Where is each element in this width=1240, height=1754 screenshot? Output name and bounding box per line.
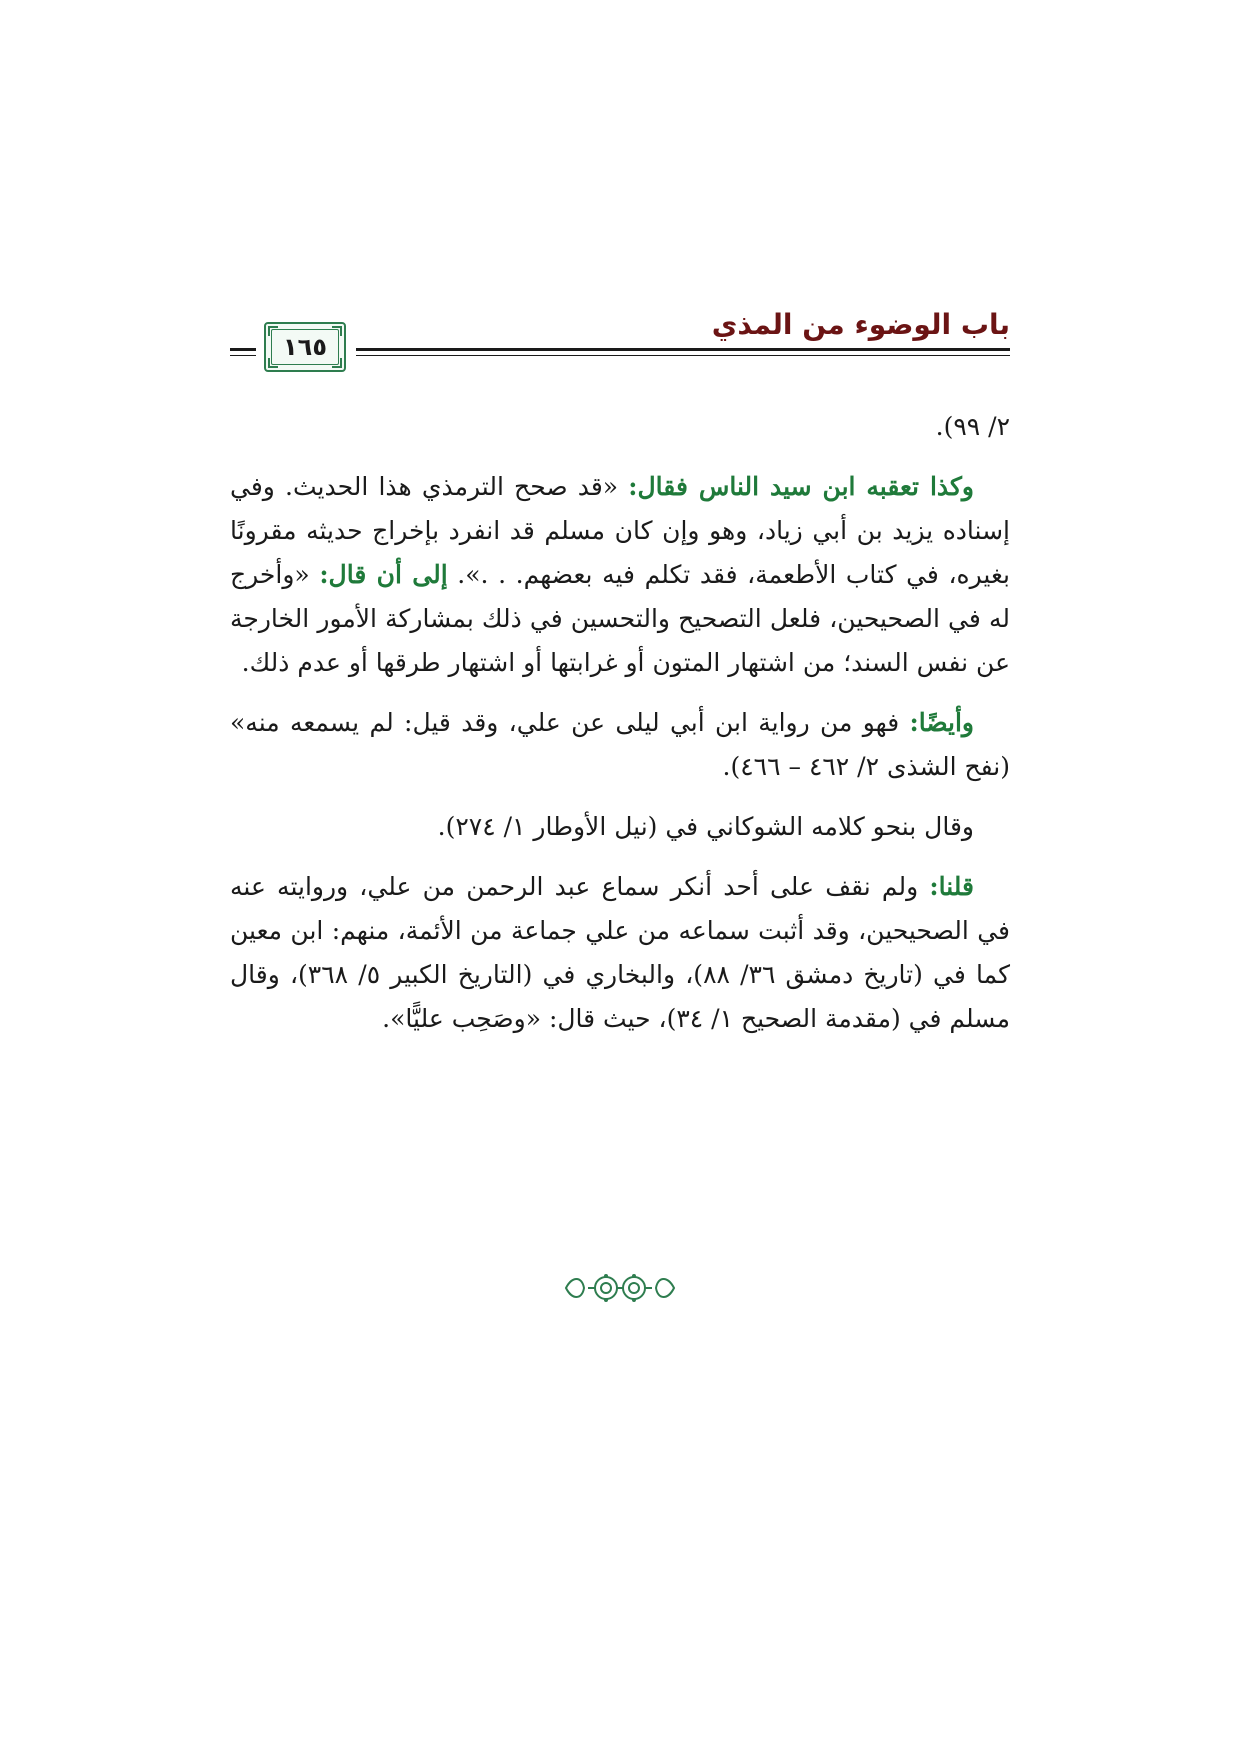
floral-ornament-icon [560, 1268, 680, 1308]
paragraph-also [230, 701, 1010, 789]
page-body [230, 405, 1010, 1057]
mid-phrase: إلى أن قال: [319, 560, 448, 589]
header-rule-left-thick [230, 348, 256, 351]
paragraph-we-said [230, 865, 1010, 1041]
paragraph-shawkani [230, 805, 1010, 849]
paragraph-text: وقال بنحو كلامه الشوكاني في (نيل الأوطار ١/ ٢٧٤). [437, 812, 974, 841]
paragraph-text: ولم نقف على أحد أنكر سماع عبد الرحمن من علي، وروايته عنه في الصحيحين، وقد أثبت سماعه من علي جماعة من الأئمة، منهم: ابن معين كما في (تاريخ دمشق ٣٦/ ٨٨)، والبخاري في (التاريخ الكبير ٥/ ٣٦٨)، وقال مسلم في (مقدمة الصحيح ١/ ٣٤)، حيث قال: «وصَحِب عليًّا». [230, 872, 1010, 1033]
page-number-badge [264, 322, 346, 372]
paragraph-text: «وأخرج له في الصحيحين، فلعل التصحيح والتحسين في ذلك بمشاركة الأمور الخارجة عن نفس السند؛ من اشتهار المتون أو غرابتها أو اشتهار طرقها أو عدم ذلك. [230, 560, 1010, 677]
header-rule-left-thin [230, 355, 256, 356]
header-rule-thick [356, 348, 1010, 351]
paragraph-text: «قد صحح الترمذي هذا الحديث. وفي إسناده يزيد بن أبي زياد، وهو وإن كان مسلم قد انفرد بإخراج حديثه مقرونًا بغيره، في كتاب الأطعمة، فقد تكلم فيه بعضهم. . .». [230, 472, 1010, 589]
paragraph-continuation [230, 405, 1010, 449]
chapter-title: باب الوضوء من المذي [711, 308, 1010, 341]
lead-phrase: وأيضًا: [909, 708, 974, 737]
paragraph-text: فهو من رواية ابن أبي ليلى عن علي، وقد قيل: لم يسمعه منه» (نفح الشذى ٢/ ٤٦٢ – ٤٦٦). [230, 708, 1010, 781]
paragraph-ibn-sayyid-al-nas [230, 465, 1010, 685]
lead-phrase: قلنا: [929, 872, 974, 901]
header-rule-thin [356, 355, 1010, 356]
continuation-text: ٢/ ٩٩). [935, 412, 1010, 441]
page-number: ١٦٥ [283, 333, 327, 361]
page-header [230, 300, 1010, 390]
lead-phrase: وكذا تعقبه ابن سيد الناس فقال: [628, 472, 974, 501]
